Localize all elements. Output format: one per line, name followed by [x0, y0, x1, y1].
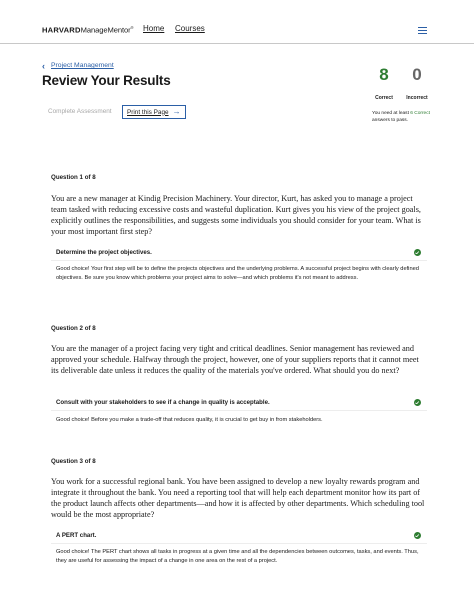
complete-assessment-button[interactable]: Complete Assessment [48, 108, 112, 115]
logo-mark: ® [130, 25, 134, 30]
logo-text: ManageMentor [80, 25, 131, 35]
check-icon [414, 532, 421, 539]
pass-note-suffix: answers to pass. [372, 117, 408, 123]
print-page-label: Print this Page [127, 108, 169, 116]
pass-requirement-note [372, 111, 442, 125]
question-3-answer-text: A PERT chart. [56, 532, 97, 539]
pass-note-prefix: You need at least [372, 111, 411, 116]
question-2-feedback: Good choice! Before you make a trade-off that reduces quality, it is crucial to get buy in from stakeholders. [56, 417, 323, 423]
question-1-answer [51, 245, 427, 261]
chevron-left-icon[interactable]: ‹ [42, 61, 45, 71]
site-header [0, 0, 474, 44]
check-icon [414, 399, 421, 406]
question-1-feedback: Good choice! Your first step will be to define the projects objectives and the underlying problems. A successful project begins with clearly defined objectives. Be sure you know which problems your project aims to solve—and which problems it's not meant to address. [56, 266, 419, 282]
question-1-answer-text: Determine the project objectives. [56, 249, 152, 256]
question-2-text: You are the manager of a project facing very tight and critical deadlines. Senior management has reviewed and approved your schedule. Halfway through the project, however, one of your suppliers reports that it cannot meet its deliverable date unless it reduces the quality of the materials you've ordered. What should you do next? [51, 344, 419, 376]
question-2-label: Question 2 of 8 [51, 325, 96, 332]
question-3-feedback: Good choice! The PERT chart shows all tasks in progress at a given time and all the dependencies between outcomes, tasks, and events. Thus, they are useful for assessing the impact of a change in one area on the rest of a project. [56, 549, 419, 565]
breadcrumb-project-management[interactable]: Project Management [51, 62, 114, 69]
nav-courses-link[interactable]: Courses [175, 24, 205, 33]
question-3-answer [51, 528, 427, 544]
question-3-text: You work for a successful regional bank. You have been assigned to develop a new loyalty rewards program and integrate it throughout the bank. You need a reporting tool that will help each department monitor how its part of the product launch affects other departments—and how it is affected by other departments. Which scheduling tool would be the most appropriate? [51, 477, 425, 520]
hamburger-menu-icon[interactable] [418, 27, 427, 34]
pass-note-required: 6 Correct [410, 111, 430, 116]
question-1-label: Question 1 of 8 [51, 174, 96, 181]
question-2-answer-text: Consult with your stakeholders to see if a change in quality is acceptable. [56, 399, 270, 406]
harvard-managementor-logo[interactable] [42, 25, 133, 35]
incorrect-count: 0 [412, 65, 422, 84]
incorrect-label: Incorrect [406, 95, 428, 101]
correct-label: Correct [375, 95, 393, 101]
page-title: Review Your Results [42, 73, 171, 88]
print-page-button[interactable] [122, 105, 186, 119]
logo-bold-text: HARVARD [42, 25, 81, 35]
question-3-label: Question 3 of 8 [51, 458, 96, 465]
arrow-right-icon: → [172, 107, 181, 116]
question-1-text: You are a new manager at Kindig Precision Machinery. Your director, Kurt, has asked you to manage a project team tasked with reducing excessive costs and wasteful duplication. Kurt gives you his view of the project goals, explicitly outlines the responsibilities, and suggests some individuals you should consider for your team. What is your most important first step? [51, 194, 421, 237]
check-icon [414, 249, 421, 256]
correct-count: 8 [379, 65, 389, 84]
question-2-answer [51, 395, 427, 411]
nav-home-link[interactable]: Home [143, 24, 165, 33]
